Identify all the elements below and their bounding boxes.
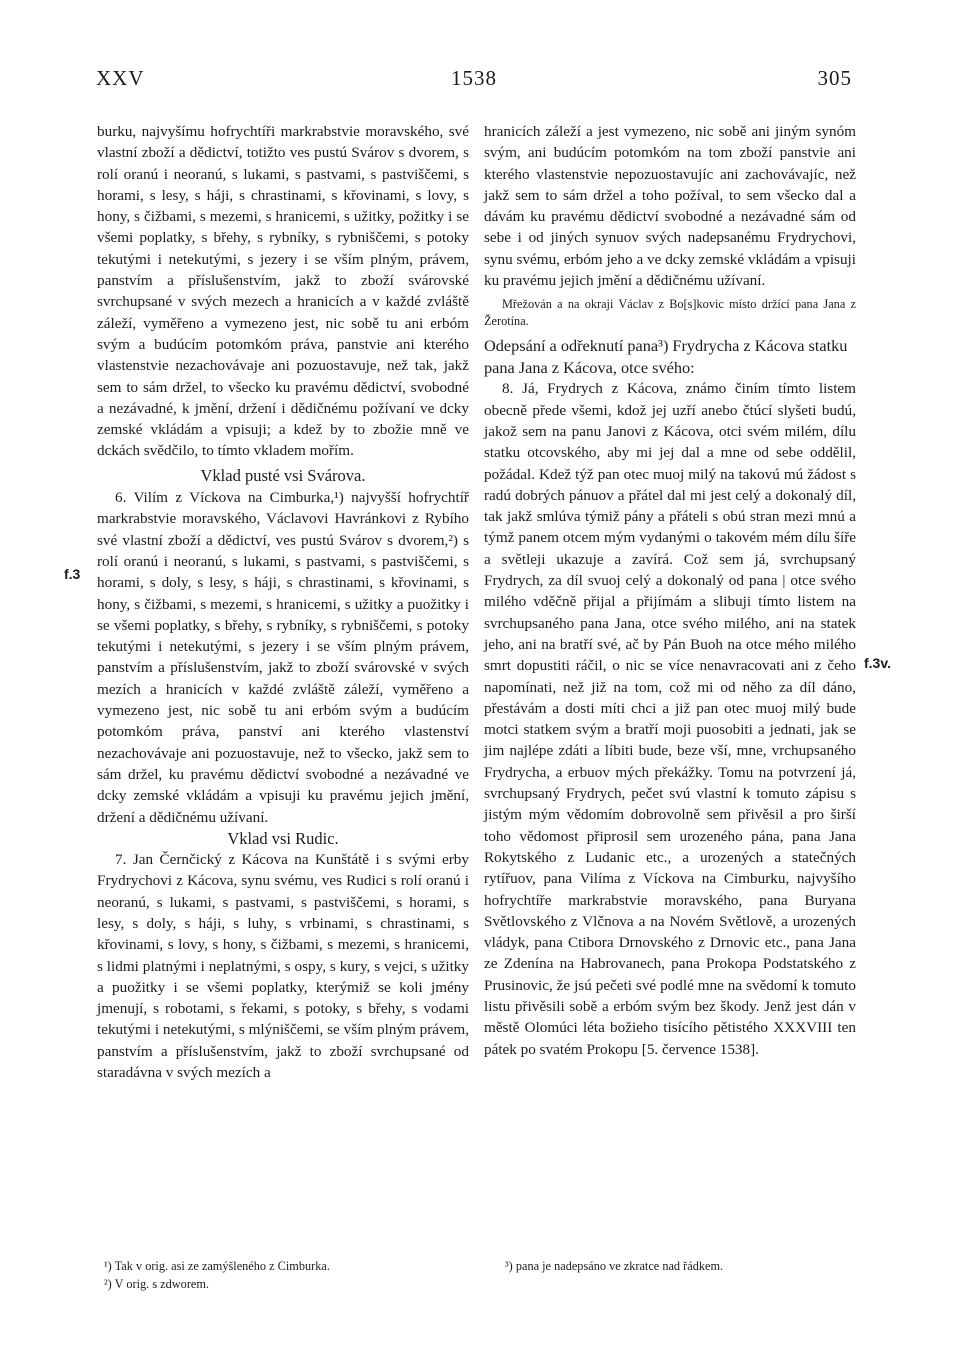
left-paragraph-1: burku, najvyšímu hofrychtíři markrabstvie moravského, své vlastní zboží a dědictví, totižto ves pustú Svárov s dvorem, s rolí oranú i neoranú, s lukami, s pastvami, s pastviščemi, s horami, s lesy, s háji, s chrastinami, s křovinami, s lovy, s hony, s čižbami, s mezemi, s hranicemi, s užitky, požitky i se všemi poplatky, s břehy, s rybníky, s rybniščemi, s potoky tekutými i netekutými, s jezery i se vším plným, právem, panstvím a příslušenstvím, jakž to zboží svárovské svrchupsané v svých mezech a hranicích a v každé zvláště záleží, vyměřeno a vymezeno jest, nic sobě tu ani erbóm svým a budúcím potomkóm práva, panstvie ani kterého vlastenstvie nezachovávaje ani pozuostavuje, než tak, jakž sem to sám držel, to všecko ku pravému dědictví, svobodné a nezávadné, k jmění, držení i dědičnému požívaní ve dcky zemské vkládám a vpisuji; a kdež by to zbožie mně ve dckách svědčilo, to tímto vkladem mořím. bbox=[97, 123, 469, 460]
header-year: 1538 bbox=[451, 66, 497, 90]
page-header bbox=[96, 66, 852, 96]
margin-folio-right: f.3v. bbox=[864, 655, 891, 671]
section-title-svarov: Vklad pusté vsi Svárova. bbox=[200, 465, 366, 485]
left-paragraph-2: 6. Vilím z Víckova na Cimburka,¹) najvyšší hofrychtíř markrabstvie moravského, Václavovi Havránkovi z Rybího své vlastní zboží a dědictví, ves pustú Svárov s dvorem,²) s rolí oranú i neoranú, s lukami, s pastvami, s pastviščemi, s horami, s doly, s lesy, s háji, s chrastinami, s křovinami, s hony, s čižbami, s mezemi, s hranicemi, s užitky a puožitky i se všemi poplatky, s břehy, s rybníky, s rybniščemi, s potoky tekutými i netekutými, s jezery i se vším plným právem, panstvím a příslušenstvím, jakž to zboží svárovské v svých mezích a hranicích v každé zvláště záleží, vyměřeno a vymezeno jest, nic sobě tu ani erbóm svým a budúcím potomkóm práva, panství ani kterého vlastenství nezachovávaje ani pozuostavuje, než to všecko, jakž sem to sám držel, ku pravému dědictví svobodné a nezávadné ve dcky zemské vkládám a vpisuji ku pravému jejich jmění, držení a dědičnému užívaní. bbox=[97, 489, 469, 826]
section-title-rudic: Vklad vsi Rudic. bbox=[227, 828, 339, 848]
right-heading: Odepsání a odřeknutí pana³) Frydrycha z Kácova statku pana Jana z Kácova, otce svého: bbox=[484, 336, 848, 377]
margin-folio-left: f.3 bbox=[64, 566, 81, 582]
right-column bbox=[484, 121, 856, 1060]
right-paragraph-2: 8. Já, Frydrych z Kácova, známo činím tímto listem obecně přede všemi, kdož jej uzří anebo čtúcí slyšeti budú, jakož sem na panu Janovi z Kácova, otci svém milém, dílu statku otcovského, aby mi jej dal a mne od sebe oddělil, požádal. Kdež týž pan otec muoj milý na takovú mú žádost s radú dobrých pánuov a přátel dal mi jest celý a dokonalý díl, tak jakž smlúva týmiž pány a přáteli s obú stran mezi mnú a týmž panem otcem mým vydanými o takovém mém dílu šíře a světleji ukazuje a zavírá. Což sem já, svrchupsaný Frydrych, za díl svuoj celý a dokonalý od pana | otce svého milého vděčně přijal a přijímám a slibuji tímto listem na svrchupsaného pana Jana, otce svého milého, ani na statek jeho, ani na bratří své, ač by Pán Buoh na otce mého milého smrt dopustiti ráčil, o nic se více nenavracovati ani z čeho napomínati, než již na tom, což mi od něho za díl dáno, přestávám a dosti míti chci a již pan otec muoj milý bude motci statkem svým a bratří moji puosobiti a jednati, jak se jim najlépe zdáti a líbiti bude, beze vší, mne, vrchupsaného Frydrycha, a erbuov mých překážky. Tomu na potvrzení já, svrchupsaný Frydrych, pečet svú vlastní k tomuto zápisu s jistým mým vědomím dobrovolně sem přivěsil a pro širší toho vědomost připrosil sem urozeného pána, pana Jana Rokytského z Ludanic etc., a urozených a statečných rytířuov, pana Vilíma z Víckova na Cimburku, najvyšího hofrychtíře markrabstvie moravského, pana Buryana Světlovského z Vlčnova a na Novém Světlově, a urozených vládyk, pana Ctibora Drnovského z Drnovic etc., pana Jana ze Zdenína na Habrovanech, pana Prokopa Podstatského z Prusinovic, že jsú pečeti své podlé mne na svědomí k tomuto listu přivěsili sobě a erbóm svým bez škody. Jenž jest dán v městě Olomúci léta božieho tisícího pětistého XXXVIII ten pátek po svatém Prokopu [5. července 1538]. bbox=[484, 380, 856, 1058]
left-paragraph-3: 7. Jan Černčický z Kácova na Kunštátě i s svými erby Frydrychovi z Kácova, synu svému, ves Rudici s rolí oranú i neoranú, s lukami, s pastvami, s pastviščemi, s horami, s lesy, s doly, s háji, s luhy, s vrbinami, s chrastinami, s křovinami, s lovy, s hony, s čižbami, s mezemi, s hranicemi, s lidmi platnými i neplatnými, s ospy, s kury, s vejci, s užitky a puožitky i se všemi poplatky, kterýmiž se koli jmény jmenují, s robotami, s řekami, s potoky, s břehy, s vodami tekutými i netekutými, s mlýniščemi, se vším plným právem, panstvím a příslušenstvím, jakž to zboží svrchupsané od staradávna v svých mezích a bbox=[97, 851, 469, 1082]
footnote-3: ³) pana je nadepsáno ve zkratce nad řádkem. bbox=[505, 1259, 724, 1273]
right-note: Mřežován a na okraji Václav z Bo[s]kovic místo držící pana Jana z Žerotína. bbox=[484, 297, 856, 329]
footnote-2: ²) V orig. s zdworem. bbox=[104, 1277, 210, 1291]
right-paragraph-1: hranicích záleží a jest vymezeno, nic sobě ani jiným synóm svým, ani budúcím potomkóm na tom zboží panstvie ani kterého vlastenstvie nepozuostavujíc ani zachovávajíc, než jakž sem to sám držel a toho požíval, to sem všecko dal a dávám ku pravému dědictví svobodné a nezávadné sám od sebe i od jiných synuov svých nadepsanému Frydrychovi, synu svému, erbóm jeho a ve dcky zemské vkládám a vpisuji ku pravému jejich jmění a dědičnému užívaní. bbox=[484, 123, 856, 290]
footnotes-left bbox=[104, 1257, 454, 1293]
left-column bbox=[97, 121, 469, 1083]
footnotes-right bbox=[505, 1257, 855, 1275]
header-volume: XXV bbox=[96, 66, 145, 90]
footnote-1: ¹) Tak v orig. asi ze zamýšleného z Cimburka. bbox=[104, 1259, 330, 1273]
header-page-number: 305 bbox=[817, 66, 852, 90]
